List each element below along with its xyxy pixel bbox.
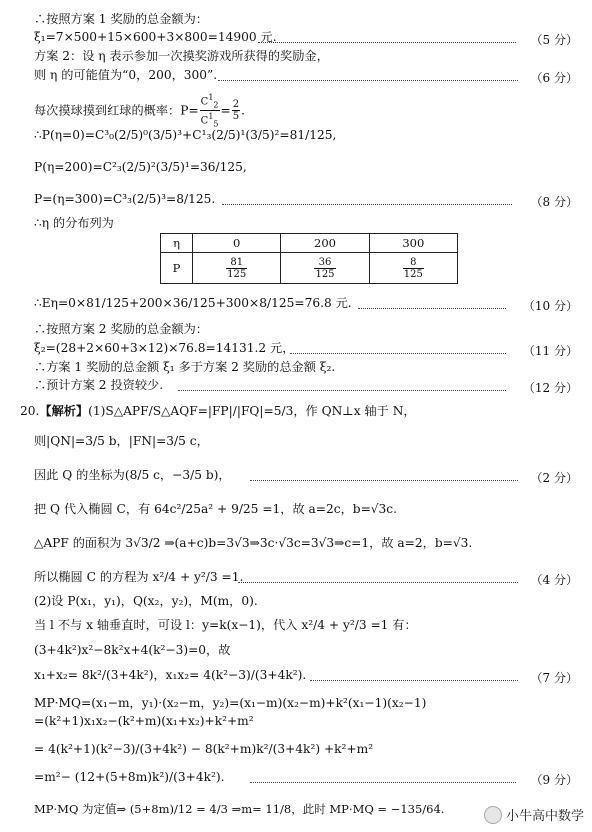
table-header-cell: 200 [281, 234, 369, 253]
text-line: 则|QN|=3/5 b，|FN|=3/5 c， [34, 434, 209, 448]
score-points: （2 分） [530, 471, 578, 485]
text-line: 方案 2：设 η 表示参加一次摸奖游戏所获得的奖励金， [34, 49, 329, 63]
text-line: MP·MQ=(x₁−m，y₁)·(x₂−m，y₂)=(x₁−m)(x₂−m)+k²(x₁−1)(x₂−1) [34, 696, 427, 710]
text-line [34, 92, 245, 130]
text-line: ∴方案 1 奖励的总金额 ξ₁ 多于方案 2 奖励的总金额 ξ₂. [34, 360, 336, 374]
text-line: (3+4k²)x²−8k²x+4(k²−3)=0，故 [34, 643, 231, 657]
text-fragment: = [220, 103, 231, 118]
distribution-table [160, 233, 458, 284]
table-cell: $\frac{8}{125}$ [369, 253, 457, 284]
text-fragment: 每次摸球摸到红球的概率：P= [34, 103, 199, 118]
score-points: （11 分） [522, 344, 578, 358]
fraction: $\frac{C^1_2}{C^1_5}$ [200, 93, 219, 129]
text-line: =m²− (12+(5+8m)k²)/(3+4k²). [34, 770, 225, 784]
fraction: $\frac{2}{5}$ [232, 99, 240, 123]
leader-dots [290, 353, 506, 354]
text-fragment: (1)S△APF/S△AQF=|FP|/|FQ|=5/3，作 QN⊥x 轴于 N， [88, 404, 416, 418]
text-line: ∴按照方案 1 奖励的总金额为： [34, 12, 208, 26]
text-line: 把 Q 代入椭圆 C，有 64c²/25a² + 9/25 =1，故 a=2c，b=√3c. [34, 502, 398, 516]
text-line: ξ₁=7×500+15×600+3×800=14900 元. [34, 30, 277, 44]
text-line: P=(η=300)=C³₃(2/5)³=8/125. [34, 192, 216, 206]
leader-dots [178, 390, 506, 391]
leader-dots [238, 582, 518, 583]
table-header-cell: η [161, 234, 193, 253]
text-line: 则 η 的可能值为“0，200，300”. [34, 68, 218, 82]
text-line: x₁+x₂= 8k²/(3+4k²)，x₁x₂= 4(k²−3)/(3+4k²). [34, 668, 307, 682]
table-header-cell: 300 [369, 234, 457, 253]
leader-dots [222, 204, 512, 205]
text-fragment: . [241, 103, 245, 118]
leader-dots [258, 42, 516, 43]
text-line: =(k²+1)x₁x₂−(k²+m)(x₁+x₂)+k²+m² [34, 714, 254, 728]
table-cell: $\frac{81}{125}$ [193, 253, 281, 284]
text-line: ∴预计方案 2 投资较少. [34, 378, 164, 392]
text-line: 因此 Q 的坐标为(8/5 c，−3/5 b)， [34, 468, 231, 482]
score-points: （4 分） [530, 573, 578, 587]
text-line: 当 l 不与 x 轴垂直时，可设 l：y=k(x−1)，代入 x²/4 + y²/3 =1 有： [34, 618, 417, 632]
table-cell: $\frac{36}{125}$ [281, 253, 369, 284]
leader-dots [358, 308, 506, 309]
score-points: （5 分） [530, 33, 578, 47]
text-line: ∴P(η=0)=C³₀(2/5)⁰(3/5)³+C¹₃(2/5)¹(3/5)²=81/125, [34, 128, 337, 142]
leader-dots [218, 80, 518, 81]
score-points: （9 分） [530, 773, 578, 787]
problem-header [20, 404, 416, 418]
leader-dots [250, 782, 516, 783]
text-line: 所以椭圆 C 的方程为 x²/4 + y²/3 =1. [34, 570, 244, 584]
text-line: MP·MQ 为定值⇒ (5+8m)/12 = 4/3 ⇒m= 11/8，此时 MP·MQ = −135/64. [34, 802, 445, 816]
text-line: ∴按照方案 2 奖励的总金额为： [34, 322, 208, 336]
wechat-logo-icon [484, 806, 502, 824]
table-header-cell: 0 [193, 234, 281, 253]
score-points: （7 分） [530, 671, 578, 685]
score-points: （10 分） [522, 299, 578, 313]
analysis-tag: 【解析】 [39, 404, 89, 418]
table-row-label: P [161, 253, 193, 284]
score-points: （8 分） [530, 195, 578, 209]
problem-number: 20. [20, 404, 40, 418]
text-line: ∴η 的分布列为 [34, 216, 114, 230]
text-line: ξ₂=(28+2×60+3×12)×76.8=14131.2 元， [34, 341, 295, 355]
leader-dots [310, 680, 518, 681]
watermark [484, 805, 584, 824]
score-points: （12 分） [522, 381, 578, 395]
text-line: △APF 的面积为 3√3/2 ⇒(a+c)b=3√3⇒3c·√3c=3√3⇒c=1，故 a=2，b=√3. [34, 536, 473, 550]
leader-dots [250, 480, 518, 481]
text-line: = 4(k²+1)(k²−3)/(3+4k²) − 8(k²+m)k²/(3+4k²) +k²+m² [34, 742, 374, 756]
text-line: P(η=200)=C²₃(2/5)²(3/5)¹=36/125, [34, 160, 247, 174]
text-line: (2)设 P(x₁，y₁)，Q(x₂，y₂)，M(m，0). [34, 594, 258, 608]
watermark-text: 小牛高中数学 [505, 809, 584, 824]
score-points: （6 分） [530, 71, 578, 85]
text-line: ∴Eη=0×81/125+200×36/125+300×8/125=76.8 元. [34, 296, 352, 310]
